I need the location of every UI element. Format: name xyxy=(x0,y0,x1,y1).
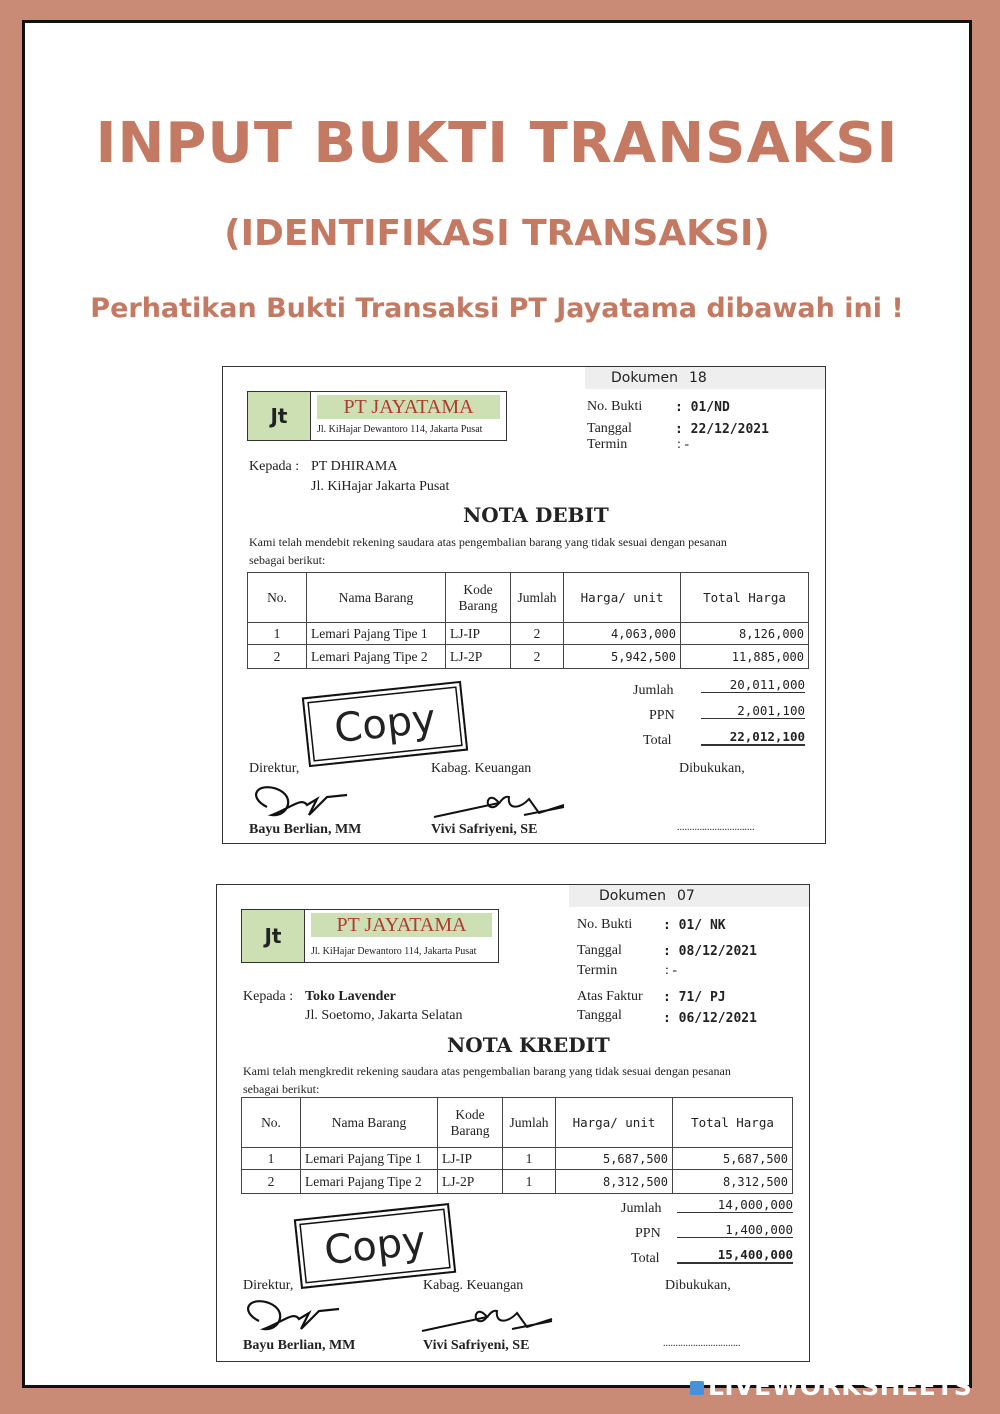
intro-line-2: sebagai berikut: xyxy=(243,1082,320,1096)
th-jumlah: Jumlah xyxy=(511,573,564,623)
direktur-signature xyxy=(239,1291,349,1341)
nota-title: NOTA KREDIT xyxy=(447,1033,610,1057)
row-no: 2 xyxy=(242,1170,301,1194)
kepada-name: Toko Lavender xyxy=(305,989,396,1004)
tanggal-value: : 08/12/2021 xyxy=(663,944,757,959)
tanggal-label: Tanggal xyxy=(587,421,632,436)
no-bukti-label: No. Bukti xyxy=(587,399,643,414)
dokumen-bar xyxy=(569,885,809,907)
row-total: 8,126,000 xyxy=(681,623,809,645)
page-title: INPUT BUKTI TRANSAKSI xyxy=(95,111,899,176)
th-total-harga: Total Harga xyxy=(673,1098,793,1148)
row-kode: LJ-2P xyxy=(438,1170,503,1194)
kabag-name: Vivi Safriyeni, SE xyxy=(423,1338,530,1353)
tanggal-faktur-value: : 06/12/2021 xyxy=(663,1011,757,1026)
th-kode-line2: Barang xyxy=(458,597,498,613)
page-subtitle: (IDENTIFIKASI TRANSAKSI) xyxy=(224,213,770,254)
row-nama: Lemari Pajang Tipe 2 xyxy=(307,645,446,669)
row-harga: 4,063,000 xyxy=(564,623,681,645)
th-kode-line1: Kode xyxy=(463,581,493,597)
items-table xyxy=(247,572,809,669)
row-harga: 8,312,500 xyxy=(556,1170,673,1194)
th-nama-barang: Nama Barang xyxy=(301,1098,438,1148)
th-harga-unit: Harga/ unit xyxy=(564,573,681,623)
termin-label: Termin xyxy=(577,963,618,978)
th-kode-barang xyxy=(446,573,511,623)
jumlah-value: 20,011,000 xyxy=(701,677,805,693)
liveworksheets-brand[interactable] xyxy=(690,1372,972,1401)
dibukukan-label: Dibukukan, xyxy=(679,761,745,776)
atas-faktur-value: : 71/ PJ xyxy=(663,990,726,1005)
row-kode: LJ-IP xyxy=(446,623,511,645)
termin-value: : - xyxy=(677,437,690,452)
direktur-name: Bayu Berlian, MM xyxy=(243,1338,356,1353)
th-no: No. xyxy=(248,573,307,623)
company-logo-mark: Jt xyxy=(242,910,305,962)
th-kode-line2: Barang xyxy=(450,1122,490,1138)
items-table xyxy=(241,1097,793,1194)
dokumen-label: Dokumen xyxy=(599,888,667,904)
th-jumlah: Jumlah xyxy=(503,1098,556,1148)
no-bukti-label: No. Bukti xyxy=(577,917,633,932)
total-label: Total xyxy=(631,1251,660,1266)
nota-debit-document xyxy=(222,366,826,844)
th-harga-unit: Harga/ unit xyxy=(556,1098,673,1148)
ppn-label: PPN xyxy=(635,1226,661,1241)
row-jumlah: 1 xyxy=(503,1148,556,1170)
kepada-name: PT DHIRAMA xyxy=(311,459,398,474)
table-header-row xyxy=(242,1098,793,1148)
row-jumlah: 2 xyxy=(511,645,564,669)
kabag-signature xyxy=(417,1299,557,1339)
row-kode: LJ-IP xyxy=(438,1148,503,1170)
total-value: 22,012,100 xyxy=(701,729,805,746)
no-bukti-value: : 01/ NK xyxy=(663,918,726,933)
direktur-label: Direktur, xyxy=(249,761,300,776)
th-nama-barang: Nama Barang xyxy=(307,573,446,623)
row-harga: 5,942,500 xyxy=(564,645,681,669)
row-jumlah: 2 xyxy=(511,623,564,645)
tanggal-value: : 22/12/2021 xyxy=(675,422,769,437)
jumlah-label: Jumlah xyxy=(621,1201,662,1216)
kabag-label: Kabag. Keuangan xyxy=(431,761,532,776)
dokumen-bar xyxy=(585,367,825,389)
table-row xyxy=(242,1148,793,1170)
dokumen-number: 18 xyxy=(689,370,707,386)
liveworksheets-label: LIVEWORKSHEETS xyxy=(708,1372,973,1401)
row-no: 2 xyxy=(248,645,307,669)
dokumen-label: Dokumen xyxy=(611,370,679,386)
kepada-label: Kepada : xyxy=(243,989,294,1004)
row-nama: Lemari Pajang Tipe 1 xyxy=(307,623,446,645)
company-name: PT JAYATAMA xyxy=(317,395,500,419)
intro-line-2: sebagai berikut: xyxy=(249,553,326,567)
ppn-value: 1,400,000 xyxy=(677,1222,793,1238)
total-label: Total xyxy=(643,733,672,748)
tanggal-faktur-label: Tanggal xyxy=(577,1008,622,1023)
intro-line-1: Kami telah mendebit rekening saudara atas pengembalian barang yang tidak sesuai dengan pesanan xyxy=(249,535,727,549)
no-bukti-value: : 01/ND xyxy=(675,400,730,415)
liveworksheets-logo-icon xyxy=(690,1381,704,1395)
jumlah-value: 14,000,000 xyxy=(677,1197,793,1213)
th-total-harga: Total Harga xyxy=(681,573,809,623)
kepada-label: Kepada : xyxy=(249,459,300,474)
kabag-label: Kabag. Keuangan xyxy=(423,1278,524,1293)
total-value: 15,400,000 xyxy=(677,1247,793,1264)
dokumen-number: 07 xyxy=(677,888,695,904)
kepada-address: Jl. Soetomo, Jakarta Selatan xyxy=(305,1008,463,1023)
row-total: 8,312,500 xyxy=(673,1170,793,1194)
dibukukan-signature-line: ............................... xyxy=(677,822,755,833)
nota-kredit-document xyxy=(216,884,810,1362)
termin-label: Termin xyxy=(587,437,628,452)
company-name: PT JAYATAMA xyxy=(311,913,492,937)
th-no: No. xyxy=(242,1098,301,1148)
row-harga: 5,687,500 xyxy=(556,1148,673,1170)
th-kode-line1: Kode xyxy=(455,1106,485,1122)
company-logo-box xyxy=(247,391,507,441)
intro-line-1: Kami telah mengkredit rekening saudara atas pengembalian barang yang tidak sesuai dengan pesanan xyxy=(243,1064,731,1078)
table-row xyxy=(248,623,809,645)
kabag-signature xyxy=(429,785,569,825)
row-kode: LJ-2P xyxy=(446,645,511,669)
row-no: 1 xyxy=(242,1148,301,1170)
row-total: 5,687,500 xyxy=(673,1148,793,1170)
direktur-label: Direktur, xyxy=(243,1278,294,1293)
company-logo-box xyxy=(241,909,499,963)
copy-stamp: Copy xyxy=(302,681,468,767)
termin-value: : - xyxy=(665,963,678,978)
company-address: Jl. KiHajar Dewantoro 114, Jakarta Pusat xyxy=(311,946,477,957)
dibukukan-signature-line: ............................... xyxy=(663,1338,741,1349)
table-row xyxy=(248,645,809,669)
kabag-name: Vivi Safriyeni, SE xyxy=(431,822,538,837)
direktur-name: Bayu Berlian, MM xyxy=(249,822,362,837)
jumlah-label: Jumlah xyxy=(633,683,674,698)
row-nama: Lemari Pajang Tipe 1 xyxy=(301,1148,438,1170)
row-no: 1 xyxy=(248,623,307,645)
dibukukan-label: Dibukukan, xyxy=(665,1278,731,1293)
instruction-text: Perhatikan Bukti Transaksi PT Jayatama dibawah ini ! xyxy=(90,293,904,324)
company-address: Jl. KiHajar Dewantoro 114, Jakarta Pusat xyxy=(317,424,483,435)
company-logo-mark: Jt xyxy=(248,392,311,440)
row-total: 11,885,000 xyxy=(681,645,809,669)
atas-faktur-label: Atas Faktur xyxy=(577,989,643,1004)
copy-stamp: Copy xyxy=(294,1203,456,1289)
tanggal-label: Tanggal xyxy=(577,943,622,958)
kepada-address: Jl. KiHajar Jakarta Pusat xyxy=(311,479,450,494)
row-jumlah: 1 xyxy=(503,1170,556,1194)
ppn-label: PPN xyxy=(649,708,675,723)
row-nama: Lemari Pajang Tipe 2 xyxy=(301,1170,438,1194)
table-header-row xyxy=(248,573,809,623)
th-kode-barang xyxy=(438,1098,503,1148)
table-row xyxy=(242,1170,793,1194)
ppn-value: 2,001,100 xyxy=(701,703,805,719)
direktur-signature xyxy=(247,777,357,827)
nota-title: NOTA DEBIT xyxy=(463,503,609,527)
